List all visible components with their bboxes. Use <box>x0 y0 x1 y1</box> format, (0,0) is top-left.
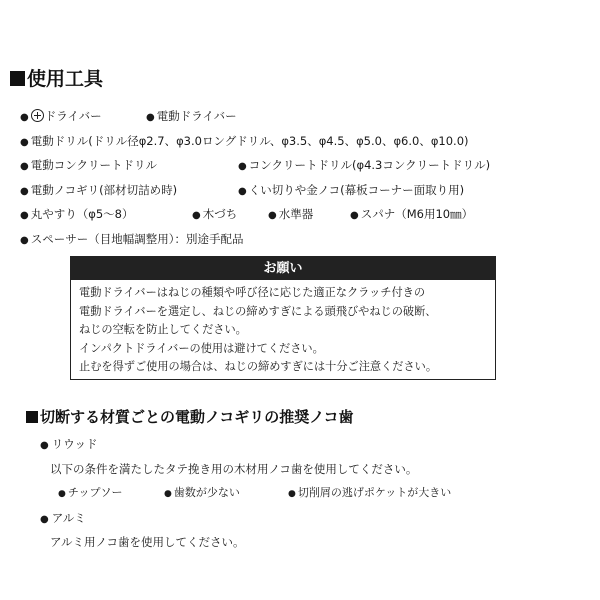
tool-item-electric-saw: ● 電動ノコギリ(部材切詰め時) <box>20 178 177 205</box>
tool-row <box>20 153 590 178</box>
condition-item: ● 歯数が少ない <box>164 481 240 507</box>
section-title-saw-blades: 切断する材質ごとの電動ノコギリの推奨ノコ歯 <box>26 406 354 427</box>
tool-row <box>20 178 590 203</box>
tool-item-round-file: ● 丸やすり（φ5～8） <box>20 202 133 229</box>
tool-item-spacer: ● スペーサー（目地幅調整用）：別途手配品 <box>20 227 243 254</box>
notice-line: 電動ドライバーはねじの種類や呼び径に応じた適正なクラッチ付きの <box>79 286 426 299</box>
tool-item-spanner: ● スパナ（M6用10㎜） <box>350 202 473 229</box>
material-alumi-desc: アルミ用ノコ歯を使用してください。 <box>50 535 245 549</box>
tool-item-electric-driver: ● 電動ドライバー <box>146 104 237 131</box>
tool-list <box>20 104 590 251</box>
plus-circle-icon <box>31 109 44 122</box>
material-wood-label: ● リウッド <box>40 432 580 457</box>
saw-blade-list <box>40 432 580 555</box>
tool-item-concrete-drill: ● コンクリートドリル(φ4.3コンクリートドリル) <box>238 153 490 180</box>
notice-title: お願い <box>71 257 495 280</box>
tool-row <box>20 104 590 129</box>
tool-item-level: ● 水準器 <box>268 202 313 229</box>
tool-row <box>20 227 590 252</box>
notice-line: 電動ドライバーを選定し、ねじの締めすぎによる頭飛びやねじの破断、 <box>79 304 437 318</box>
condition-item: ● チップソー <box>58 481 123 507</box>
tool-item-mallet: ● 木づち <box>192 202 237 229</box>
material-wood-desc: 以下の条件を満たしたタテ挽き用の木材用ノコ歯を使用してください。 <box>50 461 418 476</box>
notice-line: 止むを得ずご使用の場合は、ねじの締めすぎには十分ご注意ください。 <box>79 360 438 374</box>
material-alumi-label: ● アルミ <box>40 506 580 531</box>
tool-item-electric-concrete-drill: ● 電動コンクリートドリル <box>20 153 157 180</box>
notice-line: ねじの空転を防止してください。 <box>79 323 247 337</box>
square-bullet-icon <box>10 71 25 86</box>
square-bullet-icon <box>26 411 38 423</box>
tool-row <box>20 129 590 154</box>
notice-body <box>71 280 495 377</box>
section-title-tools: 使用工具 <box>10 64 103 91</box>
wood-conditions <box>40 481 580 506</box>
tool-item-plus-driver: ● ドライバー <box>20 104 102 131</box>
tool-item-cutter: ● くい切りや金ノコ(幕板コーナー面取り用) <box>238 178 464 205</box>
notice-line: インパクトドライバーの使用は避けてください。 <box>79 341 324 355</box>
tool-item-electric-drill: ● 電動ドリル(ドリル径φ2.7、φ3.0ロングドリル、φ3.5、φ4.5、φ5.0、φ6.0、φ10.0) <box>20 129 469 156</box>
tool-row <box>20 202 590 227</box>
condition-item: ● 切削屑の逃げポケットが大きい <box>288 481 451 507</box>
notice-box <box>70 256 496 380</box>
